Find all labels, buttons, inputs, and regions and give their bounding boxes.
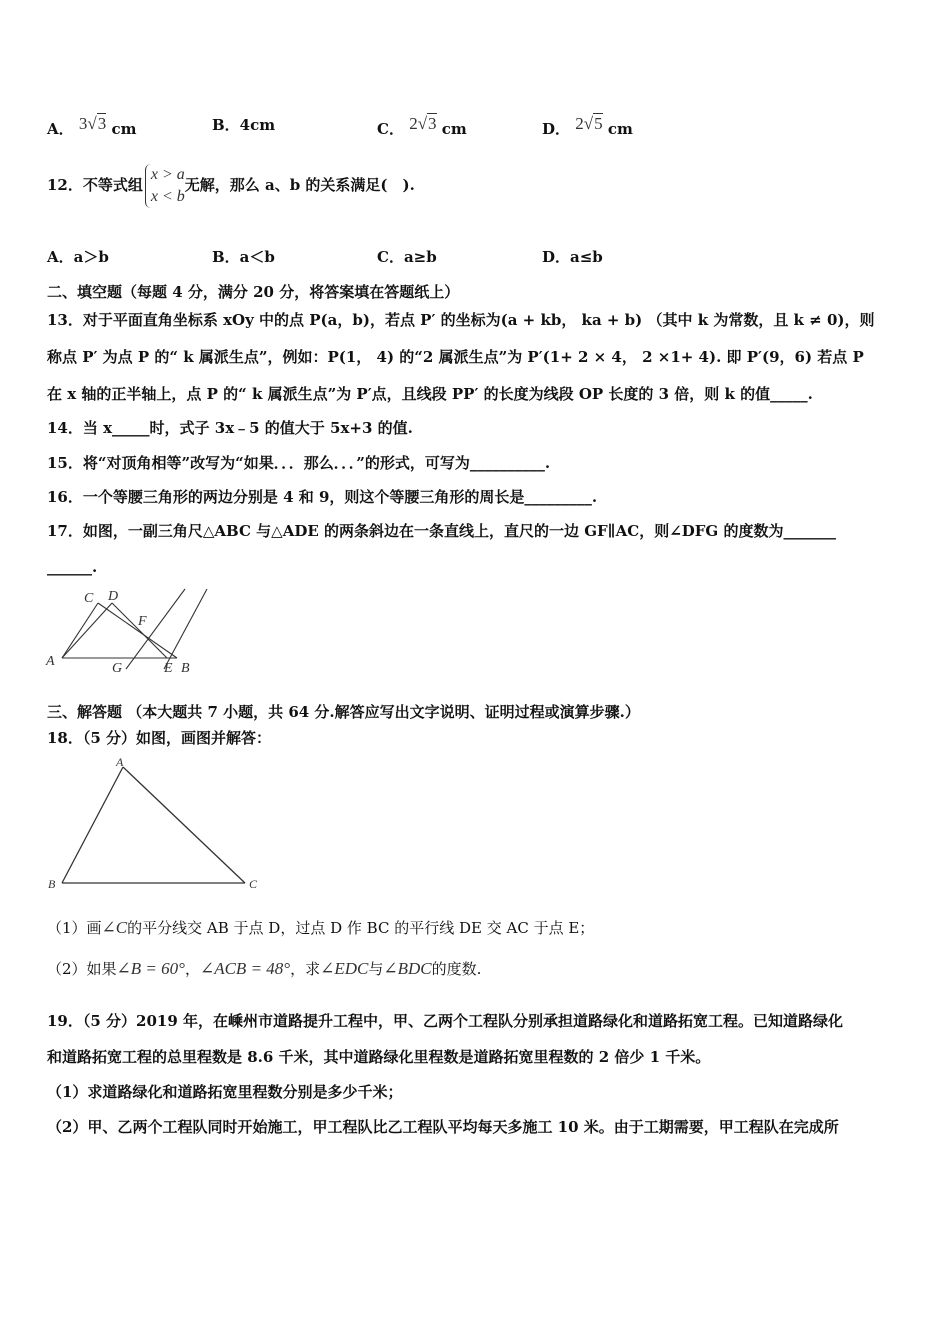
angle-b-value: ∠B = 60° [116,959,185,978]
angle-c: ∠C [101,918,128,937]
inequality-2: x < b [150,188,185,205]
inequality-system [145,164,185,208]
radicand: 3 [97,114,107,133]
part-2-ask: ，求 [290,960,321,978]
q19-line-4: （2）甲、乙两个工程队同时开始施工，甲工程队比乙工程队平均每天多施工 10 米。由于工期需要，甲工程队在完成所 [47,1118,839,1136]
q12-prefix: 12．不等式组 [47,176,143,194]
coef: 2 [575,114,584,133]
angle-acb-value: ∠ACB = 48° [199,959,291,978]
line-cb [98,603,177,658]
q18-part-2 [47,958,481,979]
q12-option-a: A．a＞b [47,248,109,266]
section-3-heading: 三、解答题 （本大题共 7 小题，共 64 分.解答应写出文字说明、证明过程或演算步骤.） [47,703,640,721]
line-ad [62,603,112,658]
q13-line-3: 在 x 轴的正半轴上，点 P 的“ k 属派生点”为 P′点，且线段 PP′ 的长度为线段 OP 长度的 3 倍，则 k 的值_____. [47,385,813,403]
q12-stem [47,164,415,208]
radical-expression: 2√5 [575,114,603,133]
q13-line-1: 13．对于平面直角坐标系 xOy 中的点 P(a，b)，若点 P′ 的坐标为(a + kb， ka + b) （其中 k 为常数，且 k ≠ 0)，则 [47,311,875,329]
option-label: B．4cm [212,116,276,134]
q19-line-3: （1）求道路绿化和道路拓宽里程数分别是多少千米； [47,1083,403,1101]
q12-option-d: D．a≤b [542,248,603,266]
vertex-a-label: A [116,755,124,769]
coef: 2 [409,114,418,133]
coef: 3 [78,114,88,133]
radicand: 3 [428,114,437,133]
q12-option-b: B．a＜b [212,248,275,266]
q11-option-c [377,114,467,139]
separator: ， [184,960,200,978]
side-ac [123,767,245,883]
part-1-prefix: （1）画 [47,919,102,937]
label-d: D [108,589,119,604]
label-c: C [84,591,94,606]
line-de [112,603,167,658]
vertex-c-label: C [249,877,258,891]
radical-expression: 3√3 [78,114,107,133]
q17-line-2: ______. [47,558,98,576]
label-a: A [46,654,55,669]
label-g: G [112,661,123,676]
part-1-text: 的平分线交 AB 于点 D，过点 D 作 BC 的平行线 DE 交 AC 于点 E； [127,919,595,937]
label-f: F [138,614,147,629]
q19-line-1: 19．（5 分）2019 年，在嵊州市道路提升工程中，甲、乙两个工程队分别承担道路绿化和道路拓宽工程。已知道路绿化 [47,1012,844,1030]
unit: cm [441,120,467,138]
conjunction: 与 [368,960,384,978]
q11-option-b [212,114,275,135]
line-ac [62,603,98,658]
q15: 15．将“对顶角相等”改写为“如果．．．那么．．．”的形式，可写为__________. [47,454,551,472]
unit: cm [607,120,633,138]
q12-suffix: 无解，那么 a、b 的关系满足( ). [184,176,415,194]
q14: 14．当 x_____时，式子 3x﹣5 的值大于 5x+3 的值. [47,419,413,437]
radicand: 5 [594,114,603,133]
q16: 16．一个等腰三角形的两边分别是 4 和 9，则这个等腰三角形的周长是_________. [47,488,598,506]
angle-edc: ∠EDC [320,959,369,978]
q12-option-c: C．a≥b [377,248,437,266]
part-2-prefix: （2）如果 [47,960,117,978]
ruler-edge-2 [164,589,207,669]
q11-option-a [47,114,136,139]
q17-figure [40,585,220,677]
q17-line-1: 17．如图，一副三角尺△ABC 与△ADE 的两条斜边在一条直线上，直尺的一边 GF∥AC，则∠DFG 的度数为_______ [47,522,836,540]
q18-part-1 [47,917,594,938]
option-label: D． [542,120,571,138]
q18-figure [40,752,270,894]
angle-bdc: ∠BDC [383,959,432,978]
label-e: E [164,661,173,676]
q18-title: 18．（5 分）如图，画图并解答： [47,729,272,747]
option-label: C． [377,120,404,138]
radical-expression: 2√3 [409,114,437,133]
side-ab [62,767,123,883]
vertex-b-label: B [48,877,56,891]
label-b: B [181,661,190,676]
unit: cm [111,120,137,138]
q19-line-2: 和道路拓宽工程的总里程数是 8.6 千米，其中道路绿化里程数是道路拓宽里程数的 2 倍少 1 千米。 [47,1048,711,1066]
option-label: A． [47,120,74,138]
inequality-1: x > a [150,166,185,183]
section-2-heading: 二、填空题（每题 4 分，满分 20 分，将答案填在答题纸上） [47,283,460,301]
q11-option-d [542,114,633,139]
part-2-suffix: 的度数. [431,960,482,978]
q13-line-2: 称点 P′ 为点 P 的“ k 属派生点”，例如：P(1， 4) 的“2 属派生点”为 P′(1+ 2 × 4， 2 ×1+ 4). 即 P′(9，6) 若点 P [47,348,864,366]
